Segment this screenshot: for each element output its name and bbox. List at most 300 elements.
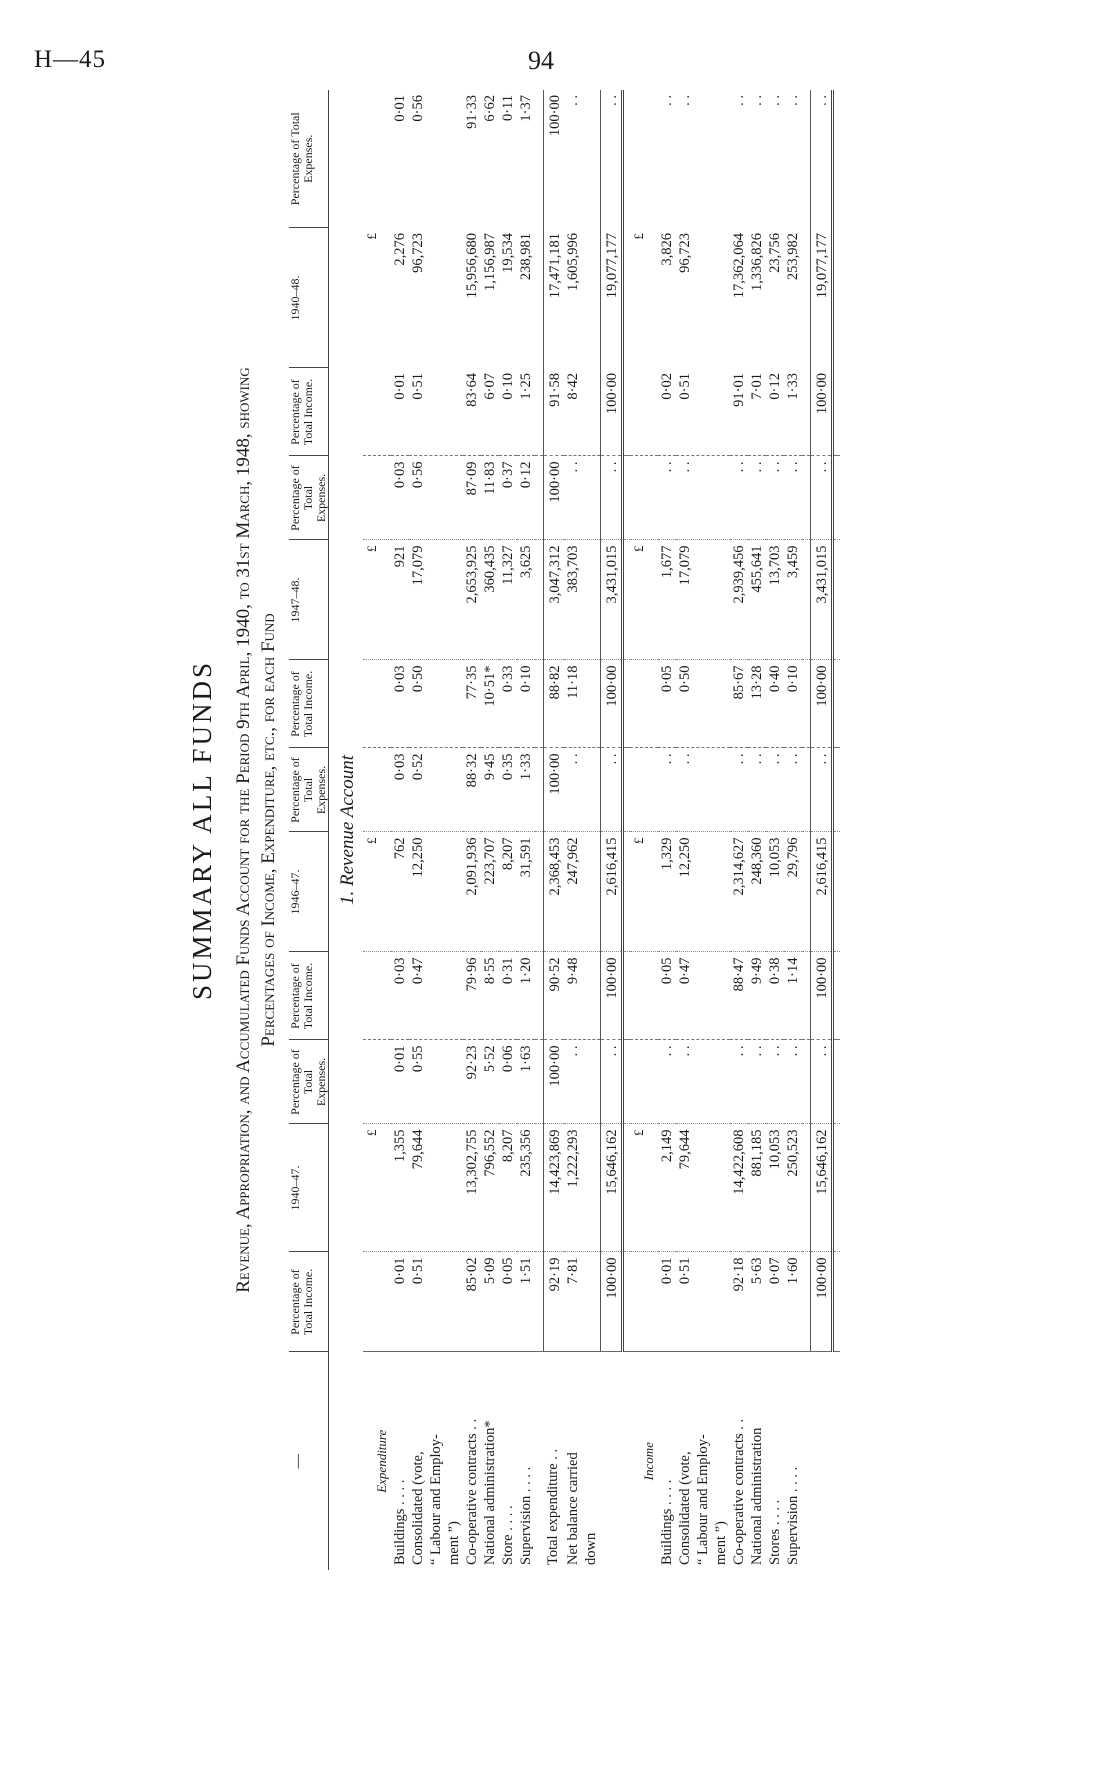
spacer-cell	[535, 1252, 544, 1352]
amount-cell: 2,939,456	[730, 540, 748, 660]
percentage-cell: 83·64	[463, 368, 481, 456]
spacer-cell	[622, 90, 630, 228]
percentage-cell: 5·63	[748, 1252, 766, 1352]
percentage-cell: 5·52	[481, 1040, 499, 1124]
spacer-cell	[832, 952, 840, 1040]
percentage-cell: 0·51	[676, 1252, 730, 1352]
pound-sign: £	[630, 1124, 658, 1252]
amount-cell: 8,207	[499, 832, 517, 952]
net-balance-row	[564, 90, 600, 1570]
double-rule-row	[832, 90, 840, 1570]
spacer-cell	[832, 1040, 840, 1124]
amount-cell: 1,355	[391, 1124, 409, 1252]
spacer-cell	[832, 660, 840, 748]
spacer-cell	[832, 368, 840, 456]
expenditure-grand-total-row	[600, 90, 622, 1570]
percentage-cell: 91·33	[464, 95, 480, 129]
percentage-cell: 0·51	[409, 368, 463, 456]
percentage-cell: . .	[730, 748, 748, 832]
document-subtitle	[231, 90, 281, 1570]
row-label	[810, 1352, 832, 1570]
percentage-cell: 87·09	[463, 456, 481, 540]
percentage-cell: 0·01	[392, 95, 408, 122]
spacer-cell	[535, 952, 544, 1040]
spacer-cell	[832, 540, 840, 660]
amount-cell: 2,653,925	[463, 540, 481, 660]
header-pct-expenses: Percentage of Total Expenses.	[289, 1040, 329, 1124]
percentage-cell: 6·07	[481, 368, 499, 456]
expenditure-heading-row	[363, 90, 391, 1570]
pound-sign: £	[630, 233, 646, 240]
amount-cell: 79,644	[676, 1124, 730, 1252]
percentage-cell: 91·58	[544, 368, 565, 456]
spacer-cell	[622, 748, 630, 832]
blank-cell	[363, 1040, 391, 1124]
percentage-cell: 0·56	[410, 95, 426, 122]
spacer-cell	[622, 1252, 630, 1352]
amount-cell: 17,079	[676, 540, 730, 660]
amount-cell: 360,435	[481, 540, 499, 660]
percentage-cell: . .	[766, 95, 783, 106]
percentage-cell: 100·00	[810, 1252, 832, 1352]
total-expenditure-row	[544, 90, 565, 1570]
amount-cell: 15,646,162	[600, 1124, 622, 1252]
row-label: Consolidated (vote, “ Labour and Employ- ment ”)	[410, 1434, 462, 1565]
amount-cell: 79,644	[409, 1124, 463, 1252]
percentage-cell: 0·02	[658, 368, 676, 456]
pound-sign: £	[364, 233, 379, 240]
blank-cell	[630, 952, 658, 1040]
percentage-cell: 0·10	[784, 660, 802, 748]
spacer-cell	[622, 832, 630, 952]
percentage-cell: . .	[564, 456, 600, 540]
percentage-cell: . .	[810, 748, 832, 832]
percentage-cell: 100·00	[600, 368, 622, 456]
income-row	[748, 90, 766, 1570]
percentage-cell: 88·47	[730, 952, 748, 1040]
percentage-cell: 0·35	[499, 748, 517, 832]
amount-cell: 13,302,755	[463, 1124, 481, 1252]
blank-cell	[363, 90, 391, 228]
spacer-row	[535, 90, 544, 1570]
amount-cell: 223,707	[481, 832, 499, 952]
percentage-cell: . .	[748, 1040, 766, 1124]
header-period-1946-47: 1946–47.	[289, 832, 329, 952]
spacer-cell	[622, 540, 630, 660]
amount-cell: 96,723	[410, 233, 426, 273]
percentage-cell: . .	[766, 456, 784, 540]
percentage-cell: 100·00	[544, 456, 565, 540]
amount-cell: 10,053	[766, 1124, 784, 1252]
expenditure-row	[481, 90, 499, 1570]
blank-cell	[363, 748, 391, 832]
percentage-cell: 92·23	[463, 1040, 481, 1124]
percentage-cell: . .	[784, 1040, 802, 1124]
percentage-cell: 92·19	[544, 1252, 565, 1352]
percentage-cell: 0·03	[391, 952, 409, 1040]
amount-cell: 19,077,177	[600, 228, 622, 368]
amount-cell: 10,053	[766, 832, 784, 952]
header-period-1940-48: 1940–48.	[289, 228, 329, 368]
percentage-cell: 0·38	[766, 952, 784, 1040]
percentage-cell: 100·00	[544, 1040, 565, 1124]
percentage-cell: 1·25	[517, 368, 535, 456]
section-heading: 1. Revenue Account	[337, 755, 358, 905]
spacer-cell	[622, 952, 630, 1040]
blank-cell	[630, 90, 658, 228]
percentage-cell: 1·14	[784, 952, 802, 1040]
spacer-cell	[802, 952, 811, 1040]
percentage-cell: 0·05	[499, 1252, 517, 1352]
amount-cell: 2,616,415	[810, 832, 832, 952]
percentage-cell: 100·00	[600, 1252, 622, 1352]
percentage-cell: . .	[748, 95, 765, 106]
subtitle-line-1: Revenue, Appropriation, and Accumulated Funds Account for the Period 9th April, 1940, to 31st March, 1948, showing	[233, 367, 254, 1293]
amount-cell: 2,091,936	[463, 832, 481, 952]
percentage-cell: 0·51	[676, 368, 730, 456]
spacer-cell	[535, 1352, 544, 1570]
percentage-cell: 9·45	[481, 748, 499, 832]
amount-cell: 383,703	[564, 540, 600, 660]
spacer-cell	[832, 90, 840, 228]
blank-cell	[630, 1040, 658, 1124]
header-pct-expenses: Percentage of Total Expenses.	[289, 456, 329, 540]
percentage-cell: 1·60	[784, 1252, 802, 1352]
percentage-cell: 0·51	[409, 1252, 463, 1352]
amount-cell: 1,329	[658, 832, 676, 952]
amount-cell: 921	[391, 540, 409, 660]
header-pct-income: Percentage of Total Income.	[289, 368, 329, 456]
percentage-cell: . .	[810, 90, 832, 228]
percentage-cell: 85·02	[463, 1252, 481, 1352]
percentage-cell: . .	[600, 456, 622, 540]
percentage-cell: 11·18	[564, 660, 600, 748]
percentage-cell: 100·00	[810, 952, 832, 1040]
header-pct-income: Percentage of Total Income.	[289, 1252, 329, 1352]
amount-cell: 3,826	[658, 233, 675, 266]
percentage-cell: 0·12	[517, 456, 535, 540]
row-label: Buildings . . . .	[658, 1479, 675, 1565]
spacer-cell	[802, 748, 811, 832]
amount-cell: 3,431,015	[810, 540, 832, 660]
percentage-cell: 100·00	[810, 368, 832, 456]
percentage-cell: 0·01	[658, 1252, 676, 1352]
pound-sign: £	[363, 540, 391, 660]
row-label: Store . . . .	[500, 1505, 516, 1565]
percentage-cell: 1·51	[517, 1252, 535, 1352]
percentage-cell: 13·28	[748, 660, 766, 748]
amount-cell: 11,327	[499, 540, 517, 660]
amount-cell: 17,471,181	[544, 228, 565, 368]
spacer-cell	[832, 748, 840, 832]
percentage-cell: . .	[766, 748, 784, 832]
blank-cell	[630, 456, 658, 540]
header-pct-expenses: Percentage of Total Expenses.	[289, 748, 329, 832]
percentage-cell: 79·96	[463, 952, 481, 1040]
amount-cell: 2,149	[658, 1124, 676, 1252]
percentage-cell: . .	[600, 1040, 622, 1124]
percentage-cell: . .	[564, 1040, 600, 1124]
spacer-cell	[622, 1040, 630, 1124]
percentage-cell: . .	[748, 456, 766, 540]
percentage-cell: 0·06	[499, 1040, 517, 1124]
header-pct-expenses: Percentage of Total Expenses.	[289, 90, 329, 228]
pound-sign: £	[363, 1124, 391, 1252]
percentage-cell: 0·55	[409, 1040, 463, 1124]
amount-cell: 12,250	[676, 832, 730, 952]
percentage-cell: 0·56	[409, 456, 463, 540]
amount-cell: 1,677	[658, 540, 676, 660]
row-label: Supervision . . . .	[518, 1466, 534, 1565]
header-dash: —	[289, 1352, 329, 1570]
blank-cell	[363, 456, 391, 540]
table-body	[329, 90, 840, 1570]
percentage-cell: . .	[730, 456, 748, 540]
amount-cell: 12,250	[409, 832, 463, 952]
group-heading: Expenditure	[374, 1429, 389, 1493]
amount-cell: 1,156,987	[482, 233, 498, 291]
pound-sign: £	[363, 832, 391, 952]
blank-cell	[363, 368, 391, 456]
percentage-cell: 1·37	[518, 95, 534, 122]
income-heading-row	[630, 90, 658, 1570]
amount-cell: 2,368,453	[544, 832, 565, 952]
spacer-cell	[535, 456, 544, 540]
amount-cell: 247,962	[564, 832, 600, 952]
amount-cell: 235,356	[517, 1124, 535, 1252]
amount-cell: 253,982	[784, 233, 801, 281]
amount-cell: 2,616,415	[600, 832, 622, 952]
blank-cell	[630, 660, 658, 748]
spacer-row	[802, 90, 811, 1570]
amount-cell: 3,625	[517, 540, 535, 660]
header-pct-income: Percentage of Total Income.	[289, 660, 329, 748]
percentage-cell: 0·37	[499, 456, 517, 540]
percentage-cell: 0·50	[409, 660, 463, 748]
blank-cell	[630, 748, 658, 832]
percentage-cell: . .	[658, 95, 675, 106]
percentage-cell: 9·49	[748, 952, 766, 1040]
spacer-cell	[832, 228, 840, 368]
spacer-cell	[622, 660, 630, 748]
amount-cell: 762	[391, 832, 409, 952]
header-period-1947-48: 1947–48.	[289, 540, 329, 660]
expenditure-row	[499, 90, 517, 1570]
percentage-cell: . .	[564, 748, 600, 832]
row-label: Buildings . . . .	[392, 1479, 408, 1565]
amount-cell: 13,703	[766, 540, 784, 660]
amount-cell: 3,431,015	[600, 540, 622, 660]
amount-cell: 19,077,177	[810, 228, 832, 368]
percentage-cell: 100·00	[600, 660, 622, 748]
rotated-landscape-sheet	[187, 90, 1017, 1570]
double-rule-row	[622, 90, 630, 1570]
income-row	[784, 90, 802, 1570]
amount-cell: 31,591	[517, 832, 535, 952]
percentage-cell: 0·05	[658, 660, 676, 748]
percentage-cell: 0·40	[766, 660, 784, 748]
spacer-cell	[622, 368, 630, 456]
amount-cell: 3,459	[784, 540, 802, 660]
percentage-cell: . .	[565, 95, 581, 106]
percentage-cell: 0·10	[499, 368, 517, 456]
spacer-cell	[802, 228, 811, 368]
percentage-cell: . .	[784, 456, 802, 540]
percentage-cell: 77·35	[463, 660, 481, 748]
spacer-cell	[535, 748, 544, 832]
percentage-cell: . .	[810, 1040, 832, 1124]
percentage-cell: 100·00	[544, 90, 565, 228]
spacer-cell	[832, 1352, 840, 1570]
percentage-cell: . .	[810, 456, 832, 540]
percentage-cell: . .	[658, 456, 676, 540]
percentage-cell: 0·03	[391, 456, 409, 540]
percentage-cell: 0·01	[391, 1252, 409, 1352]
spacer-cell	[535, 540, 544, 660]
income-row	[730, 90, 748, 1570]
amount-cell: 17,079	[409, 540, 463, 660]
expenditure-row	[463, 90, 481, 1570]
percentage-cell: 6·62	[482, 95, 498, 122]
header-pct-income: Percentage of Total Income.	[289, 952, 329, 1040]
blank-cell	[363, 952, 391, 1040]
percentage-cell: . .	[658, 748, 676, 832]
percentage-cell: 1·33	[517, 748, 535, 832]
spacer-cell	[832, 456, 840, 540]
spacer-cell	[802, 1124, 811, 1252]
percentage-cell: 1·33	[784, 368, 802, 456]
percentage-cell: . .	[676, 1040, 730, 1124]
spacer-cell	[802, 456, 811, 540]
row-label: Consolidated (vote, “ Labour and Employ- ment ”)	[676, 1434, 729, 1565]
amount-cell: 796,552	[481, 1124, 499, 1252]
income-row	[766, 90, 784, 1570]
percentage-cell: . .	[748, 748, 766, 832]
percentage-cell: . .	[730, 1040, 748, 1124]
amount-cell: 1,605,996	[565, 233, 581, 291]
amount-cell: 238,981	[518, 233, 534, 281]
spacer-cell	[802, 660, 811, 748]
percentage-cell: . .	[600, 90, 622, 228]
expenditure-row	[517, 90, 535, 1570]
percentage-cell: 88·82	[544, 660, 565, 748]
spacer-cell	[802, 832, 811, 952]
spacer-cell	[802, 368, 811, 456]
percentage-cell: 0·03	[391, 660, 409, 748]
row-label: Stores . . . .	[766, 1499, 783, 1565]
row-label: Net balance carried down	[565, 1452, 599, 1565]
spacer-cell	[622, 1352, 630, 1570]
percentage-cell: . .	[676, 748, 730, 832]
spacer-cell	[802, 540, 811, 660]
percentage-cell: 5·09	[481, 1252, 499, 1352]
row-label: Co-operative contracts . .	[730, 1418, 747, 1565]
blank-cell	[363, 660, 391, 748]
pound-sign: £	[630, 540, 658, 660]
amount-cell: 14,422,608	[730, 1124, 748, 1252]
expenditure-row	[409, 90, 463, 1570]
section-row	[329, 90, 364, 1570]
row-label: National administration	[748, 1427, 765, 1565]
percentage-cell: . .	[676, 95, 693, 106]
percentage-cell: . .	[784, 748, 802, 832]
percentage-cell: 0·05	[658, 952, 676, 1040]
pound-sign: £	[630, 832, 658, 952]
amount-cell: 248,360	[748, 832, 766, 952]
spacer-cell	[535, 90, 544, 228]
amount-cell: 1,222,293	[564, 1124, 600, 1252]
percentage-cell: 100·00	[600, 952, 622, 1040]
spacer-cell	[802, 90, 811, 228]
percentage-cell: 0·07	[766, 1252, 784, 1352]
percentage-cell: 0·11	[500, 95, 516, 122]
row-label: Total expenditure . .	[544, 1448, 561, 1565]
percentage-cell: . .	[676, 456, 730, 540]
percentage-cell: 0·33	[499, 660, 517, 748]
page-number: 94	[528, 46, 554, 75]
expenditure-row	[391, 90, 409, 1570]
spacer-cell	[832, 1124, 840, 1252]
amount-cell: 8,207	[499, 1124, 517, 1252]
percentage-cell: 7·81	[564, 1252, 600, 1352]
percentage-cell: 88·32	[463, 748, 481, 832]
row-label: National administration*	[482, 1420, 498, 1565]
row-label	[600, 1352, 622, 1570]
amount-cell: 881,185	[748, 1124, 766, 1252]
percentage-cell: 0·03	[391, 748, 409, 832]
amount-cell: 23,756	[766, 233, 783, 273]
spacer-cell	[622, 228, 630, 368]
percentage-cell: 8·55	[481, 952, 499, 1040]
income-row	[658, 90, 676, 1570]
percentage-cell: 0·10	[517, 660, 535, 748]
percentage-cell: . .	[600, 748, 622, 832]
blank-cell	[630, 1252, 658, 1352]
spacer-cell	[535, 228, 544, 368]
amount-cell: 15,646,162	[810, 1124, 832, 1252]
spacer-cell	[535, 368, 544, 456]
column-header-row	[289, 90, 329, 1570]
percentage-cell: 92·18	[730, 1252, 748, 1352]
percentage-cell: 0·12	[766, 368, 784, 456]
percentage-cell: 91·01	[730, 368, 748, 456]
spacer-cell	[535, 660, 544, 748]
percentage-cell: 0·47	[409, 952, 463, 1040]
spacer-cell	[802, 1252, 811, 1352]
percentage-cell: 11·83	[481, 456, 499, 540]
percentage-cell: . .	[730, 95, 747, 106]
percentage-cell: 1·63	[517, 1040, 535, 1124]
spacer-cell	[535, 1040, 544, 1124]
amount-cell: 1,336,826	[748, 233, 765, 291]
amount-cell: 29,796	[784, 832, 802, 952]
percentage-cell: 100·00	[810, 660, 832, 748]
amount-cell: 14,423,869	[544, 1124, 565, 1252]
percentage-cell: 0·50	[676, 660, 730, 748]
percentage-cell: 100·00	[544, 748, 565, 832]
amount-cell: 96,723	[676, 233, 693, 273]
row-label: Co-operative contracts . .	[464, 1418, 480, 1565]
percentage-cell: 0·52	[409, 748, 463, 832]
report-reference: H—45	[34, 46, 107, 73]
spacer-cell	[535, 832, 544, 952]
header-period-1940-47: 1940–47.	[289, 1124, 329, 1252]
amount-cell: 17,362,064	[730, 233, 747, 299]
percentage-cell: 7·01	[748, 368, 766, 456]
amount-cell: 15,956,680	[464, 233, 480, 299]
amount-cell: 19,534	[500, 233, 516, 273]
amount-cell: 3,047,312	[544, 540, 565, 660]
